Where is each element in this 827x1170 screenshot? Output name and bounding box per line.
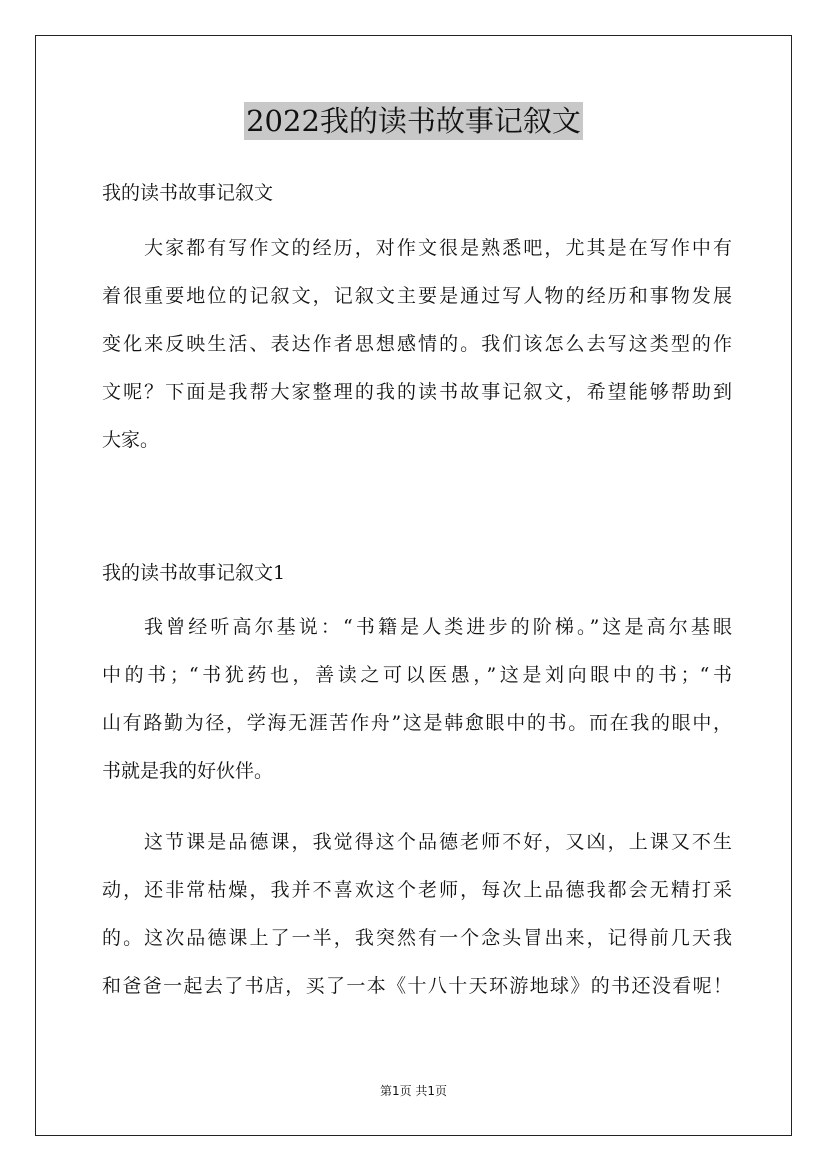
intro-line: 着很重要地位的记叙文，记叙文主要是通过写人物的经历和事物发展 [102, 285, 732, 307]
intro-line: 文呢？下面是我帮大家整理的我的读书故事记叙文，希望能够帮助到 [102, 381, 732, 403]
paragraph-line: 我曾经听高尔基说：“书籍是人类进步的阶梯。”这是高尔基眼 [144, 616, 732, 638]
page-footer: 第1页 共1页 [379, 1084, 448, 1098]
paragraph-line: 中的书；“书犹药也，善读之可以医愚，”这是刘向眼中的书；“书 [102, 664, 732, 686]
paragraph-line: 和爸爸一起去了书店，买了一本《十八十天环游地球》的书还没看呢！ [102, 975, 732, 997]
intro-line: 变化来反映生活、表达作者思想感情的。我们该怎么去写这类型的作 [102, 333, 732, 355]
paragraph-2 [102, 827, 732, 1019]
paragraph-line: 这节课是品德课，我觉得这个品德老师不好，又凶，上课又不生 [144, 831, 732, 853]
paragraph-line: 书就是我的好伙伴。 [102, 760, 274, 782]
paragraph-line: 动，还非常枯燥，我并不喜欢这个老师，每次上品德我都会无精打采 [102, 879, 732, 901]
section-heading: 我的读书故事记叙文1 [102, 562, 286, 584]
intro-line: 大家。 [102, 429, 160, 451]
paragraph-line: 的。这次品德课上了一半，我突然有一个念头冒出来，记得前几天我 [102, 927, 732, 949]
paragraph-line: 山有路勤为径，学海无涯苦作舟”这是韩愈眼中的书。而在我的眼中， [102, 712, 732, 734]
intro-paragraph [102, 233, 732, 473]
paragraph-1 [102, 612, 732, 804]
document-title: 2022我的读书故事记叙文 [246, 104, 581, 138]
document-subtitle: 我的读书故事记叙文 [102, 182, 274, 204]
intro-line: 大家都有写作文的经历，对作文很是熟悉吧，尤其是在写作中有 [144, 237, 732, 259]
title-container [0, 102, 827, 140]
